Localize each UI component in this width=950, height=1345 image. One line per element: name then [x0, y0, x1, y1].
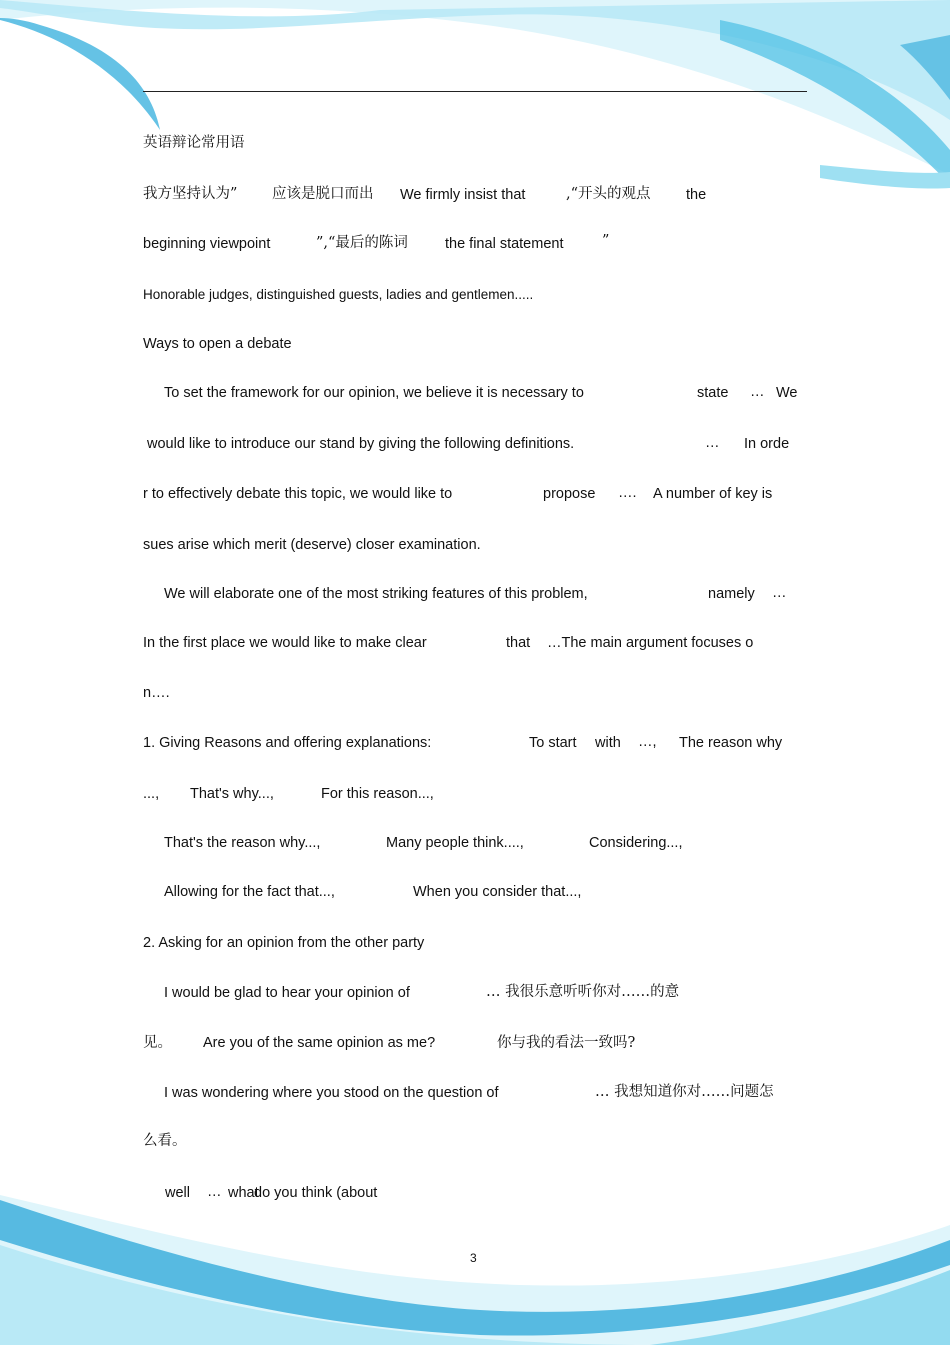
line-6-part-b: … — [705, 435, 720, 451]
line-1-part-b: 应该是脱口而出 — [272, 186, 374, 202]
line-6-part-a: would like to introduce our stand by giving the following definitions. — [147, 436, 575, 452]
line-12-part-d: …, — [638, 734, 657, 750]
line-21-part-a: well — [165, 1185, 190, 1201]
line-11: n…. — [143, 685, 170, 701]
document-title: 英语辩论常用语 — [143, 135, 245, 151]
line-13-part-a: ..., — [143, 786, 160, 802]
line-9-part-a: We will elaborate one of the most striking features of this problem, — [164, 586, 588, 602]
line-5-part-c: … — [750, 384, 765, 400]
line-5-part-d: We — [776, 385, 798, 401]
line-7-part-a: r to effectively debate this topic, we would like to — [143, 486, 453, 502]
line-17-part-b: … 我很乐意听听你对……的意 — [486, 984, 680, 1000]
top-wave-stripe — [820, 165, 950, 189]
line-19-part-a: I was wondering where you stood on the question of — [164, 1085, 499, 1101]
line-10-part-b: that — [506, 635, 531, 651]
line-7-part-b: propose — [543, 486, 596, 502]
line-17-part-a: I would be glad to hear your opinion of — [164, 985, 410, 1001]
line-2-part-d: ” — [602, 233, 610, 249]
line-6-part-c: In orde — [744, 436, 790, 452]
line-5-part-b: state — [697, 385, 729, 401]
line-15-part-b: When you consider that..., — [413, 884, 582, 900]
top-wave-arc-left — [0, 18, 160, 130]
line-12-part-e: The reason why — [679, 735, 783, 751]
line-16-heading: 2. Asking for an opinion from the other party — [143, 935, 425, 951]
line-12-part-c: with — [595, 735, 621, 751]
line-14-part-c: Considering..., — [589, 835, 683, 851]
line-7-part-d: A number of key is — [653, 486, 773, 502]
page-number: 3 — [470, 1251, 477, 1265]
line-1-part-a: 我方坚持认为” — [143, 186, 238, 202]
line-1-part-d: ,“开头的观点 — [566, 186, 651, 202]
line-8: sues arise which merit (deserve) closer examination. — [143, 537, 481, 553]
line-21-part-b: … — [207, 1184, 222, 1200]
line-1-part-e: the — [686, 187, 707, 203]
line-19-part-b: … 我想知道你对……问题怎 — [595, 1084, 774, 1100]
line-9-part-b: namely — [708, 586, 755, 602]
line-4-heading: Ways to open a debate — [143, 336, 292, 352]
line-9-part-c: … — [772, 585, 787, 601]
line-5-part-a: To set the framework for our opinion, we believe it is necessary to — [164, 385, 584, 401]
line-13-part-b: That's why..., — [190, 786, 274, 802]
line-21-part-d: do you think (about — [254, 1185, 378, 1201]
line-2-part-b: ”,“最后的陈词 — [316, 235, 408, 251]
line-10-part-a: In the first place we would like to make clear — [143, 635, 427, 651]
line-12-part-b: To start — [529, 735, 577, 751]
line-18-part-a: 见。 — [143, 1035, 172, 1051]
line-1-part-c: We firmly insist that — [400, 187, 526, 203]
line-20: 么看。 — [143, 1133, 187, 1149]
line-13-part-c: For this reason..., — [321, 786, 434, 802]
line-18-part-b: Are you of the same opinion as me? — [203, 1035, 436, 1051]
line-18-part-c: 你与我的看法一致吗? — [497, 1035, 636, 1051]
line-21-part-c: what — [228, 1185, 259, 1201]
line-12-part-a: 1. Giving Reasons and offering explanations: — [143, 735, 432, 751]
line-2-part-c: the final statement — [445, 236, 564, 252]
line-7-part-c: …. — [618, 485, 637, 501]
line-10-part-c: …The main argument focuses o — [547, 635, 754, 651]
line-14-part-a: That's the reason why..., — [164, 835, 321, 851]
line-15-part-a: Allowing for the fact that..., — [164, 884, 335, 900]
line-2-part-a: beginning viewpoint — [143, 236, 271, 252]
line-14-part-b: Many people think...., — [386, 835, 524, 851]
line-3: Honorable judges, distinguished guests, ladies and gentlemen..... — [143, 287, 534, 302]
header-rule — [143, 91, 807, 92]
